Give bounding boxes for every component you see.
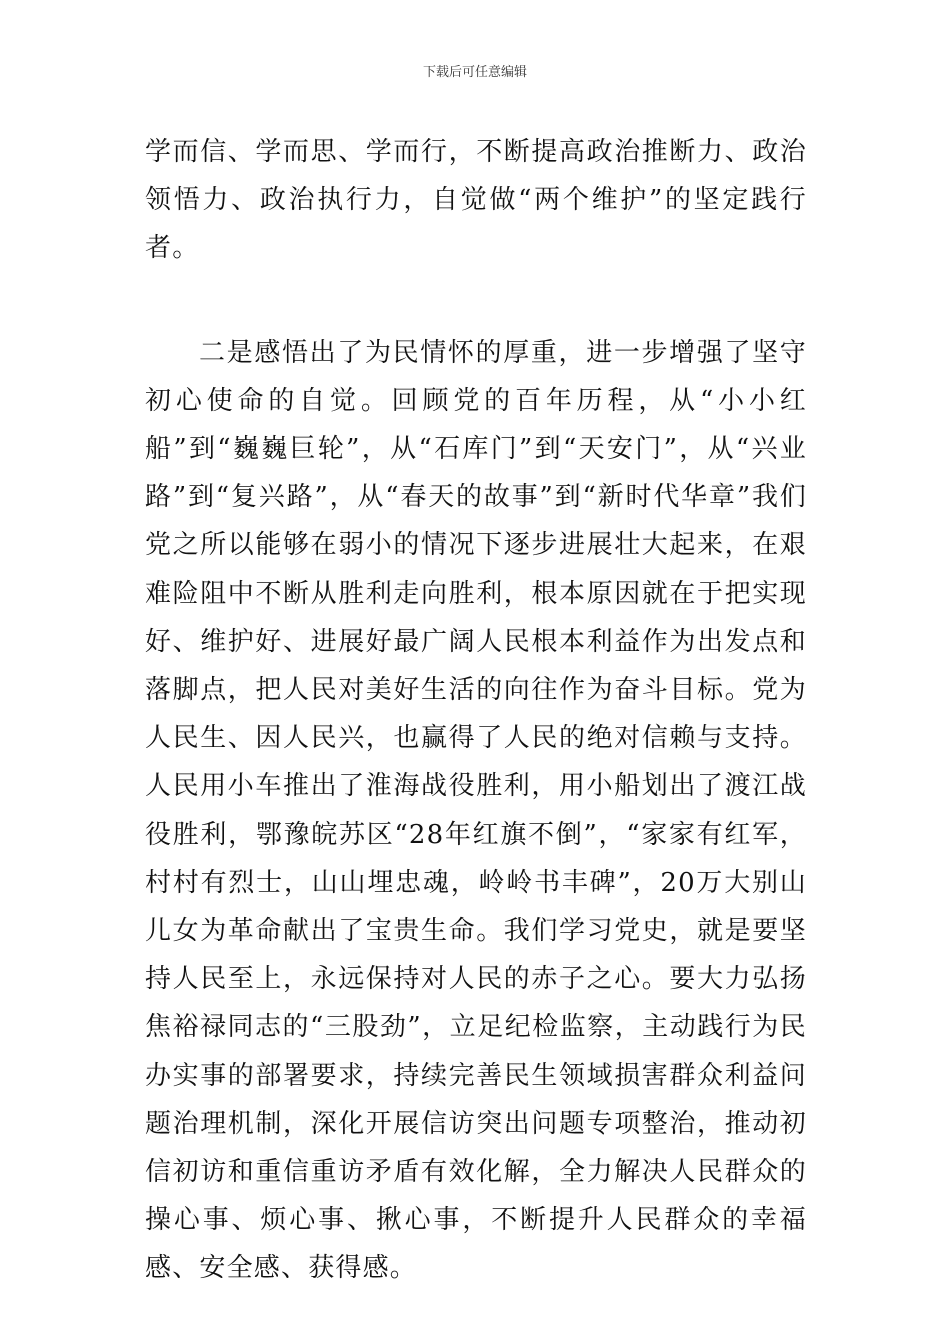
paragraph-gap <box>145 273 807 329</box>
page-header-note: 下载后可任意编辑 <box>422 65 527 80</box>
document-body <box>145 128 807 1293</box>
paragraph-1: 学而信、学而思、学而行，不断提高政治推断力、政治领悟力、政治执行力，自觉做“两个维护”的坚定践行者。 <box>145 137 807 264</box>
paragraph-2: 二是感悟出了为民情怀的厚重，进一步增强了坚守初心使命的自觉。回顾党的百年历程，从“小小红船”到“巍巍巨轮”，从“石库门”到“天安门”，从“兴业路”到“复兴路”，从“春天的故事”到“新时代华章”我们党之所以能够在弱小的情况下逐步进展壮大起来，在艰难险阻中不断从胜利走向胜利，根本原因就在于把实现好、维护好、进展好最广阔人民根本利益作为出发点和落脚点，把人民对美好生活的向往作为奋斗目标。党为人民生、因人民兴，也赢得了人民的绝对信赖与支持。人民用小车推出了淮海战役胜利，用小船划出了渡江战役胜利，鄂豫皖苏区“28年红旗不倒”，“家家有红军，村村有烈士，山山埋忠魂，岭岭书丰碑”，20万大别山儿女为革命献出了宝贵生命。我们学习党史，就是要坚持人民至上，永远保持对人民的赤子之心。要大力弘扬焦裕禄同志的“三股劲”，立足纪检监察，主动践行为民办实事的部署要求，持续完善民生领域损害群众利益问题治理机制，深化开展信访突出问题专项整治，推动初信初访和重信重访矛盾有效化解，全力解决人民群众的操心事、烦心事、揪心事，不断提升人民群众的幸福感、安全感、获得感。 <box>145 337 807 1284</box>
